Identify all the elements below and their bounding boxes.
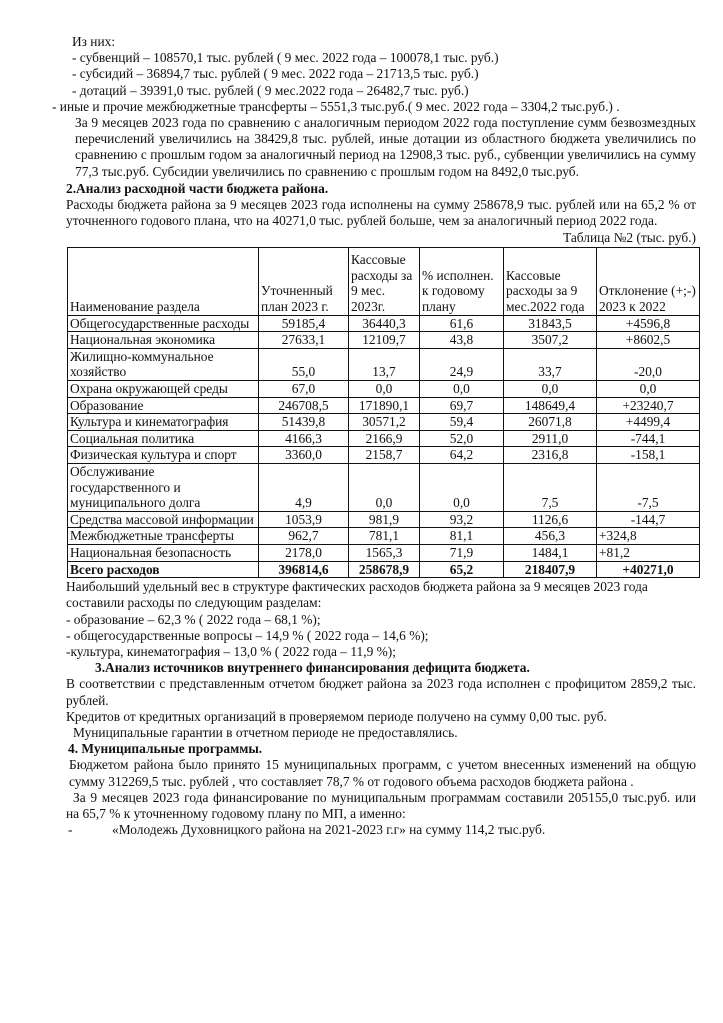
row-plan: 246708,5: [259, 397, 349, 414]
section4-paragraph-1: Бюджетом района было принято 15 муниципальных программ, с учетом внесенных изменений на общую сумму 312269,5 тыс. рублей , что составляет 78,7 % от годового объема расходов бюджета района .: [69, 757, 696, 789]
row-section-name: Социальная политика: [68, 430, 259, 447]
total-pct: 65,2: [420, 561, 504, 578]
table-row: [68, 397, 700, 414]
row-section-name: Общегосударственные расходы: [68, 315, 259, 332]
header-deviation: Отклонение (+;-) 2023 к 2022: [597, 247, 700, 315]
row-plan: 55,0: [259, 348, 349, 380]
intro-of-them: Из них:: [72, 34, 116, 49]
row-fact: 36440,3: [349, 315, 420, 332]
row-prev: 3507,2: [504, 332, 597, 349]
row-section-name: Культура и кинематография: [68, 414, 259, 431]
program-item-text: «Молодежь Духовницкого района на 2021-2023 г.г» на сумму 114,2 тыс.руб.: [112, 822, 546, 838]
section3-heading: 3.Анализ источников внутреннего финансирования дефицита бюджета.: [95, 660, 530, 676]
row-prev: 456,3: [504, 528, 597, 545]
header-section-name: Наименование раздела: [68, 247, 259, 315]
structure-item-education: - образование – 62,3 % ( 2022 года – 68,1 %);: [66, 611, 321, 627]
row-prev: 1126,6: [504, 511, 597, 528]
row-pct: 61,6: [420, 315, 504, 332]
row-fact: 2158,7: [349, 447, 420, 464]
row-plan: 59185,4: [259, 315, 349, 332]
row-prev: 1484,1: [504, 544, 597, 561]
row-dev: -144,7: [597, 511, 700, 528]
structure-item-culture: -культура, кинематография – 13,0 % ( 2022 года – 11,9 %);: [66, 643, 396, 659]
row-pct: 69,7: [420, 397, 504, 414]
document-page: [52, 34, 696, 838]
row-pct: 24,9: [420, 348, 504, 380]
total-label: Всего расходов: [68, 561, 259, 578]
row-dev: -20,0: [597, 348, 700, 380]
row-plan: 1053,9: [259, 511, 349, 528]
total-prev: 218407,9: [504, 561, 597, 578]
row-prev: 148649,4: [504, 397, 597, 414]
row-dev: +324,8: [597, 528, 700, 545]
table-row: [68, 430, 700, 447]
row-section-name: Образование: [68, 397, 259, 414]
table-row: [68, 544, 700, 561]
row-pct: 81,1: [420, 528, 504, 545]
row-section-name: Национальная безопасность: [68, 544, 259, 561]
expenses-table: [67, 247, 700, 579]
row-section-name: Обслуживание государственного и муниципального долга: [68, 463, 259, 511]
row-plan: 4,9: [259, 463, 349, 511]
row-fact: 981,9: [349, 511, 420, 528]
header-pct-execution: % исполнен. к годовому плану: [420, 247, 504, 315]
row-prev: 2911,0: [504, 430, 597, 447]
header-plan-2023: Уточненный план 2023 г.: [259, 247, 349, 315]
row-fact: 781,1: [349, 528, 420, 545]
table-row: [68, 315, 700, 332]
row-plan: 51439,8: [259, 414, 349, 431]
row-pct: 0,0: [420, 381, 504, 398]
row-fact: 1565,3: [349, 544, 420, 561]
total-dev: +40271,0: [597, 561, 700, 578]
section3-paragraph-2: Кредитов от кредитных организаций в проверяемом периоде получено на сумму 0,00 тыс. руб.: [66, 708, 607, 724]
intro-comparison-paragraph: За 9 месяцев 2023 года по сравнению с аналогичным периодом 2022 года поступление сумм безвозмездных перечислений увеличились на 38429,8 тыс. рублей, иные дотации из областного бюджета увеличились по сравнению с прошлым годом за аналогичный период на 12908,3 тыс. руб., субвенции увеличились на сумму 77,3 тыс.руб. Субсидии увеличились по сравнению с прошлым годом на 8492,0 тыс.руб.: [75, 115, 696, 179]
row-section-name: Физическая культура и спорт: [68, 447, 259, 464]
table-row: [68, 463, 700, 511]
table-row: [68, 381, 700, 398]
section3-paragraph-1: В соответствии с представленным отчетом бюджет района за 2023 года исполнен с профицитом 2859,2 тыс. рублей.: [66, 676, 696, 708]
row-dev: -158,1: [597, 447, 700, 464]
row-section-name: Национальная экономика: [68, 332, 259, 349]
row-dev: +81,2: [597, 544, 700, 561]
table-row: [68, 528, 700, 545]
row-prev: 26071,8: [504, 414, 597, 431]
row-section-name: Охрана окружающей среды: [68, 381, 259, 398]
section2-heading: 2.Анализ расходной части бюджета района.: [66, 180, 329, 196]
structure-paragraph: Наибольший удельный вес в структуре фактических расходов бюджета района за 9 месяцев 2023 года составили расходы по следующим разделам:: [66, 579, 648, 611]
row-pct: 59,4: [420, 414, 504, 431]
row-pct: 52,0: [420, 430, 504, 447]
row-section-name: Межбюджетные трансферты: [68, 528, 259, 545]
row-plan: 3360,0: [259, 447, 349, 464]
row-plan: 67,0: [259, 381, 349, 398]
row-dev: 0,0: [597, 381, 700, 398]
row-fact: 0,0: [349, 381, 420, 398]
row-fact: 12109,7: [349, 332, 420, 349]
row-prev: 31843,5: [504, 315, 597, 332]
row-fact: 0,0: [349, 463, 420, 511]
row-dev: +4596,8: [597, 315, 700, 332]
row-pct: 64,2: [420, 447, 504, 464]
header-fact-9m-2022: Кассовые расходы за 9 мес.2022 года: [504, 247, 597, 315]
table-row: [68, 332, 700, 349]
row-prev: 2316,8: [504, 447, 597, 464]
table-row: [68, 511, 700, 528]
table-caption: Таблица №2 (тыс. руб.): [563, 230, 696, 246]
header-fact-9m-2023: Кассовые расходы за 9 мес. 2023г.: [349, 247, 420, 315]
intro-item-subsidies: - субсидий – 36894,7 тыс. рублей ( 9 мес. 2022 года – 21713,5 тыс. руб.): [72, 66, 479, 82]
section4-heading: 4. Муниципальные программы.: [68, 741, 263, 757]
row-plan: 4166,3: [259, 430, 349, 447]
row-dev: +4499,4: [597, 414, 700, 431]
section4-program-item: [66, 822, 696, 838]
row-plan: 2178,0: [259, 544, 349, 561]
row-fact: 171890,1: [349, 397, 420, 414]
row-prev: 7,5: [504, 463, 597, 511]
intro-item-grants: - дотаций – 39391,0 тыс. рублей ( 9 мес.2022 года – 26482,7 тыс. руб.): [72, 82, 469, 98]
row-pct: 0,0: [420, 463, 504, 511]
table-row: [68, 414, 700, 431]
table-total-row: [68, 561, 700, 578]
table-header-row: [68, 247, 700, 315]
row-pct: 71,9: [420, 544, 504, 561]
row-prev: 33,7: [504, 348, 597, 380]
row-dev: +23240,7: [597, 397, 700, 414]
row-fact: 13,7: [349, 348, 420, 380]
intro-other-transfers: - иные и прочие межбюджетные трансферты – 5551,3 тыс.руб.( 9 мес. 2022 года – 3304,2 тыс.руб.) .: [52, 98, 620, 114]
row-pct: 93,2: [420, 511, 504, 528]
table-row: [68, 348, 700, 380]
section3-paragraph-3: Муниципальные гарантии в отчетном периоде не предоставлялись.: [73, 724, 458, 740]
row-section-name: Жилищно-коммунальное хозяйство: [68, 348, 259, 380]
row-prev: 0,0: [504, 381, 597, 398]
row-dev: -744,1: [597, 430, 700, 447]
row-fact: 2166,9: [349, 430, 420, 447]
total-plan: 396814,6: [259, 561, 349, 578]
section4-paragraph-2: За 9 месяцев 2023 года финансирование по муниципальным программам составили 205155,0 тыс.руб. или на 65,7 % к уточненному годовому плану по МП, а именно:: [66, 789, 696, 821]
intro-item-subventions: - субвенций – 108570,1 тыс. рублей ( 9 мес. 2022 года – 100078,1 тыс. руб.): [72, 50, 499, 66]
row-pct: 43,8: [420, 332, 504, 349]
row-plan: 962,7: [259, 528, 349, 545]
row-plan: 27633,1: [259, 332, 349, 349]
row-dev: -7,5: [597, 463, 700, 511]
row-fact: 30571,2: [349, 414, 420, 431]
table-row: [68, 447, 700, 464]
bullet-dash: -: [68, 822, 73, 838]
structure-item-general: - общегосударственные вопросы – 14,9 % ( 2022 года – 14,6 %);: [66, 627, 429, 643]
row-dev: +8602,5: [597, 332, 700, 349]
total-fact: 258678,9: [349, 561, 420, 578]
row-section-name: Средства массовой информации: [68, 511, 259, 528]
section2-paragraph: Расходы бюджета района за 9 месяцев 2023 года исполнены на сумму 258678,9 тыс. рублей или на 65,2 % от уточненного годового плана, что на 40271,0 тыс. рублей больше, чем за аналогичный период 2022 года.: [66, 197, 696, 229]
